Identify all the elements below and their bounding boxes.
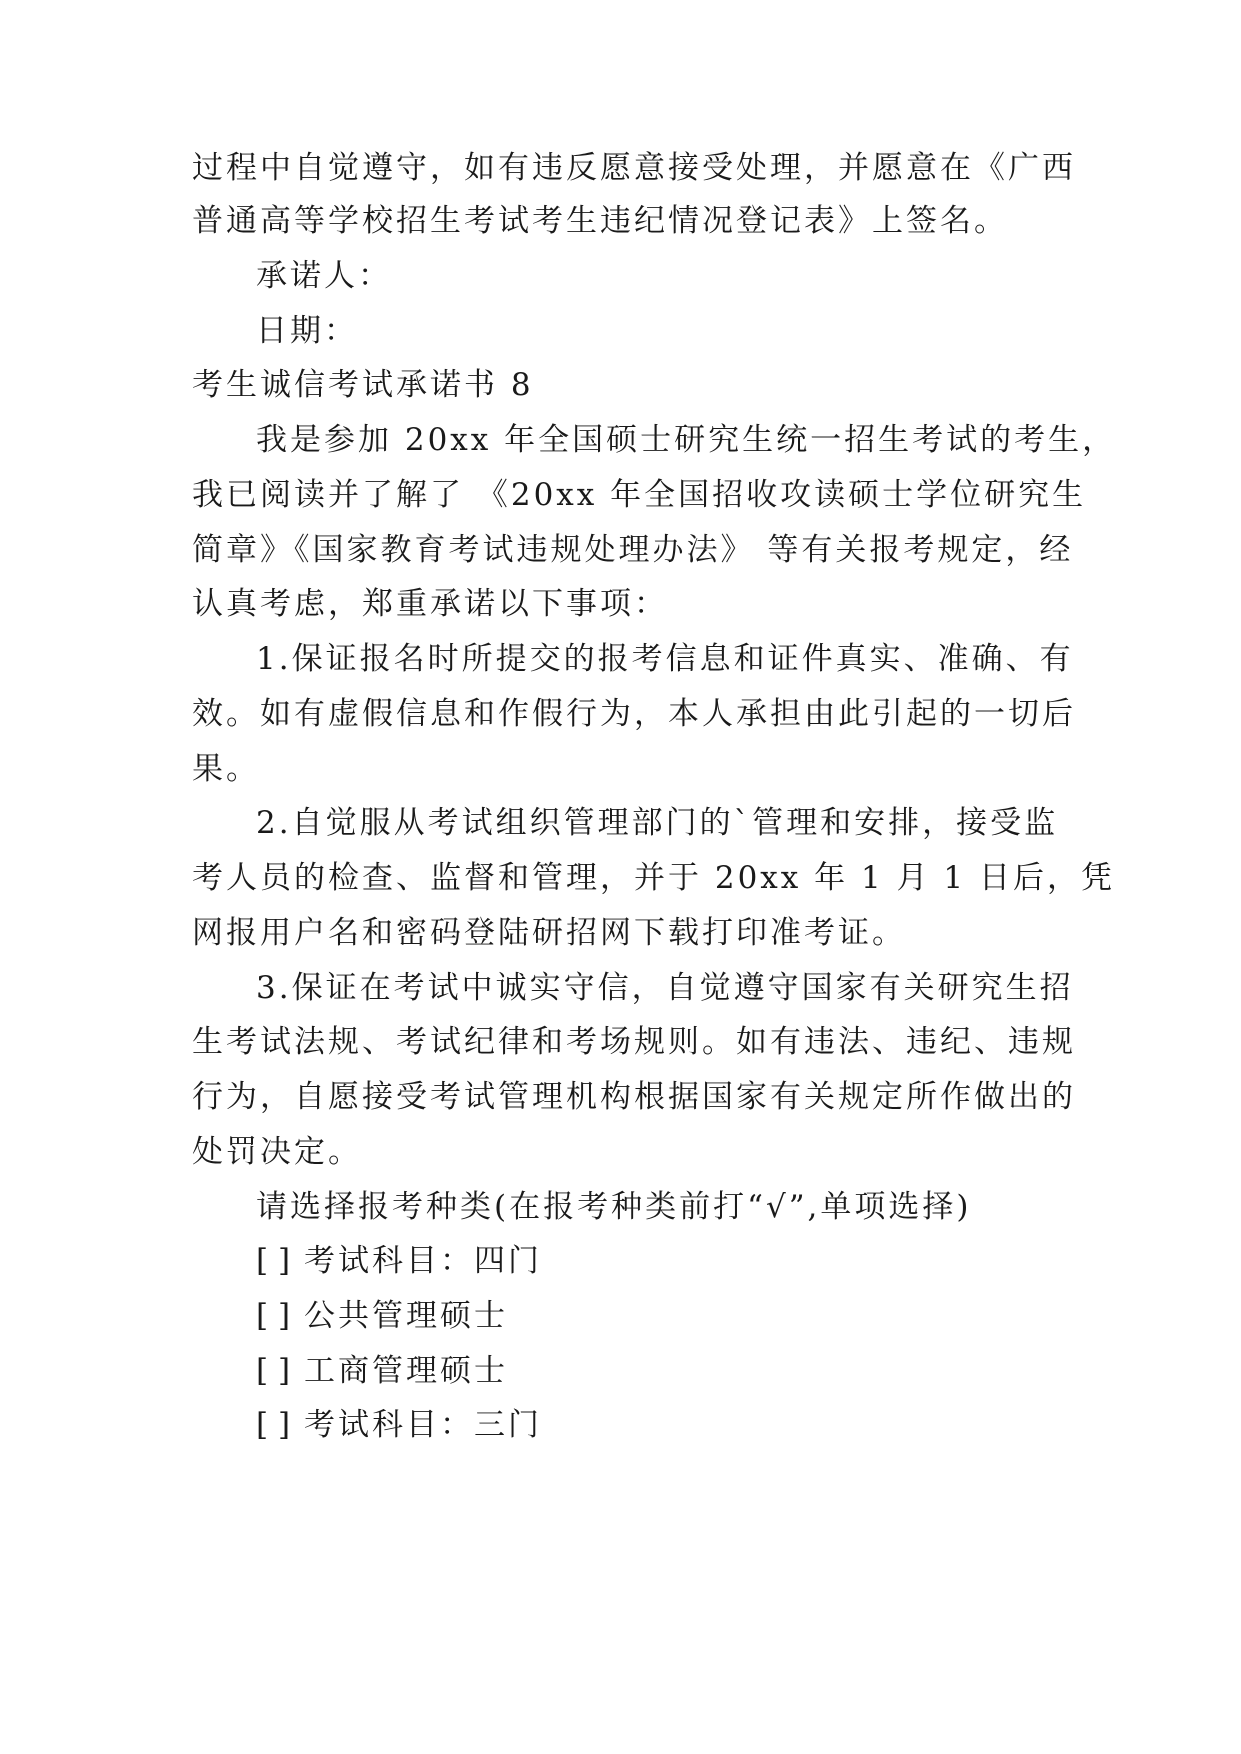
para1-line-4: 认真考虑，郑重承诺以下事项： — [192, 586, 668, 622]
option-checkbox[interactable]: [ ] — [256, 1407, 291, 1443]
option-label: 考试科目：四门 — [304, 1243, 542, 1279]
section-title: 考生诚信考试承诺书 8 — [192, 367, 534, 403]
option-checkbox[interactable]: [ ] — [256, 1243, 291, 1279]
intro-line-1: 过程中自觉遵守，如有违反愿意接受处理，并愿意在《广西 — [192, 150, 1076, 186]
option-three-subjects — [256, 1405, 542, 1445]
para1-line-1: 我是参加 20xx 年全国硕士研究生统一招生考试的考生， — [256, 422, 1117, 458]
para1-line-3: 简章》《国家教育考试违规处理办法》 等有关报考规定，经 — [192, 532, 1074, 568]
option-label: 公共管理硕士 — [304, 1298, 508, 1334]
item3-line-2: 生考试法规、考试纪律和考场规则。如有违法、违纪、违规 — [192, 1024, 1076, 1060]
option-label: 工商管理硕士 — [304, 1353, 508, 1389]
item3-line-1: 3.保证在考试中诚实守信，自觉遵守国家有关研究生招 — [256, 970, 1074, 1006]
item1-line-2: 效。如有虚假信息和作假行为，本人承担由此引起的一切后 — [192, 696, 1076, 732]
intro-line-2: 普通高等学校招生考试考生违纪情况登记表》上签名。 — [192, 203, 1008, 239]
option-checkbox[interactable]: [ ] — [256, 1298, 291, 1334]
option-label: 考试科目：三门 — [304, 1407, 542, 1443]
item1-line-3: 果。 — [192, 751, 260, 787]
date-label: 日期： — [256, 313, 358, 349]
item2-line-3: 网报用户名和密码登陆研招网下载打印准考证。 — [192, 915, 906, 951]
para1-line-2: 我已阅读并了解了 《20xx 年全国招收攻读硕士学位研究生 — [192, 477, 1087, 513]
option-checkbox[interactable]: [ ] — [256, 1353, 291, 1389]
item2-line-1: 2.自觉服从考试组织管理部门的`管理和安排，接受监 — [256, 805, 1059, 841]
item1-line-1: 1.保证报名时所提交的报考信息和证件真实、准确、有 — [256, 641, 1074, 677]
option-four-subjects — [256, 1241, 542, 1281]
signatory-label: 承诺人： — [256, 258, 392, 294]
item3-line-4: 处罚决定。 — [192, 1134, 362, 1170]
item2-line-2: 考人员的检查、监督和管理，并于 20xx 年 1 月 1 日后，凭 — [192, 860, 1115, 896]
option-mba — [256, 1351, 508, 1391]
choice-prompt: 请选择报考种类(在报考种类前打“√”,单项选择) — [256, 1189, 972, 1225]
option-mpa — [256, 1296, 508, 1336]
item3-line-3: 行为，自愿接受考试管理机构根据国家有关规定所作做出的 — [192, 1079, 1076, 1115]
